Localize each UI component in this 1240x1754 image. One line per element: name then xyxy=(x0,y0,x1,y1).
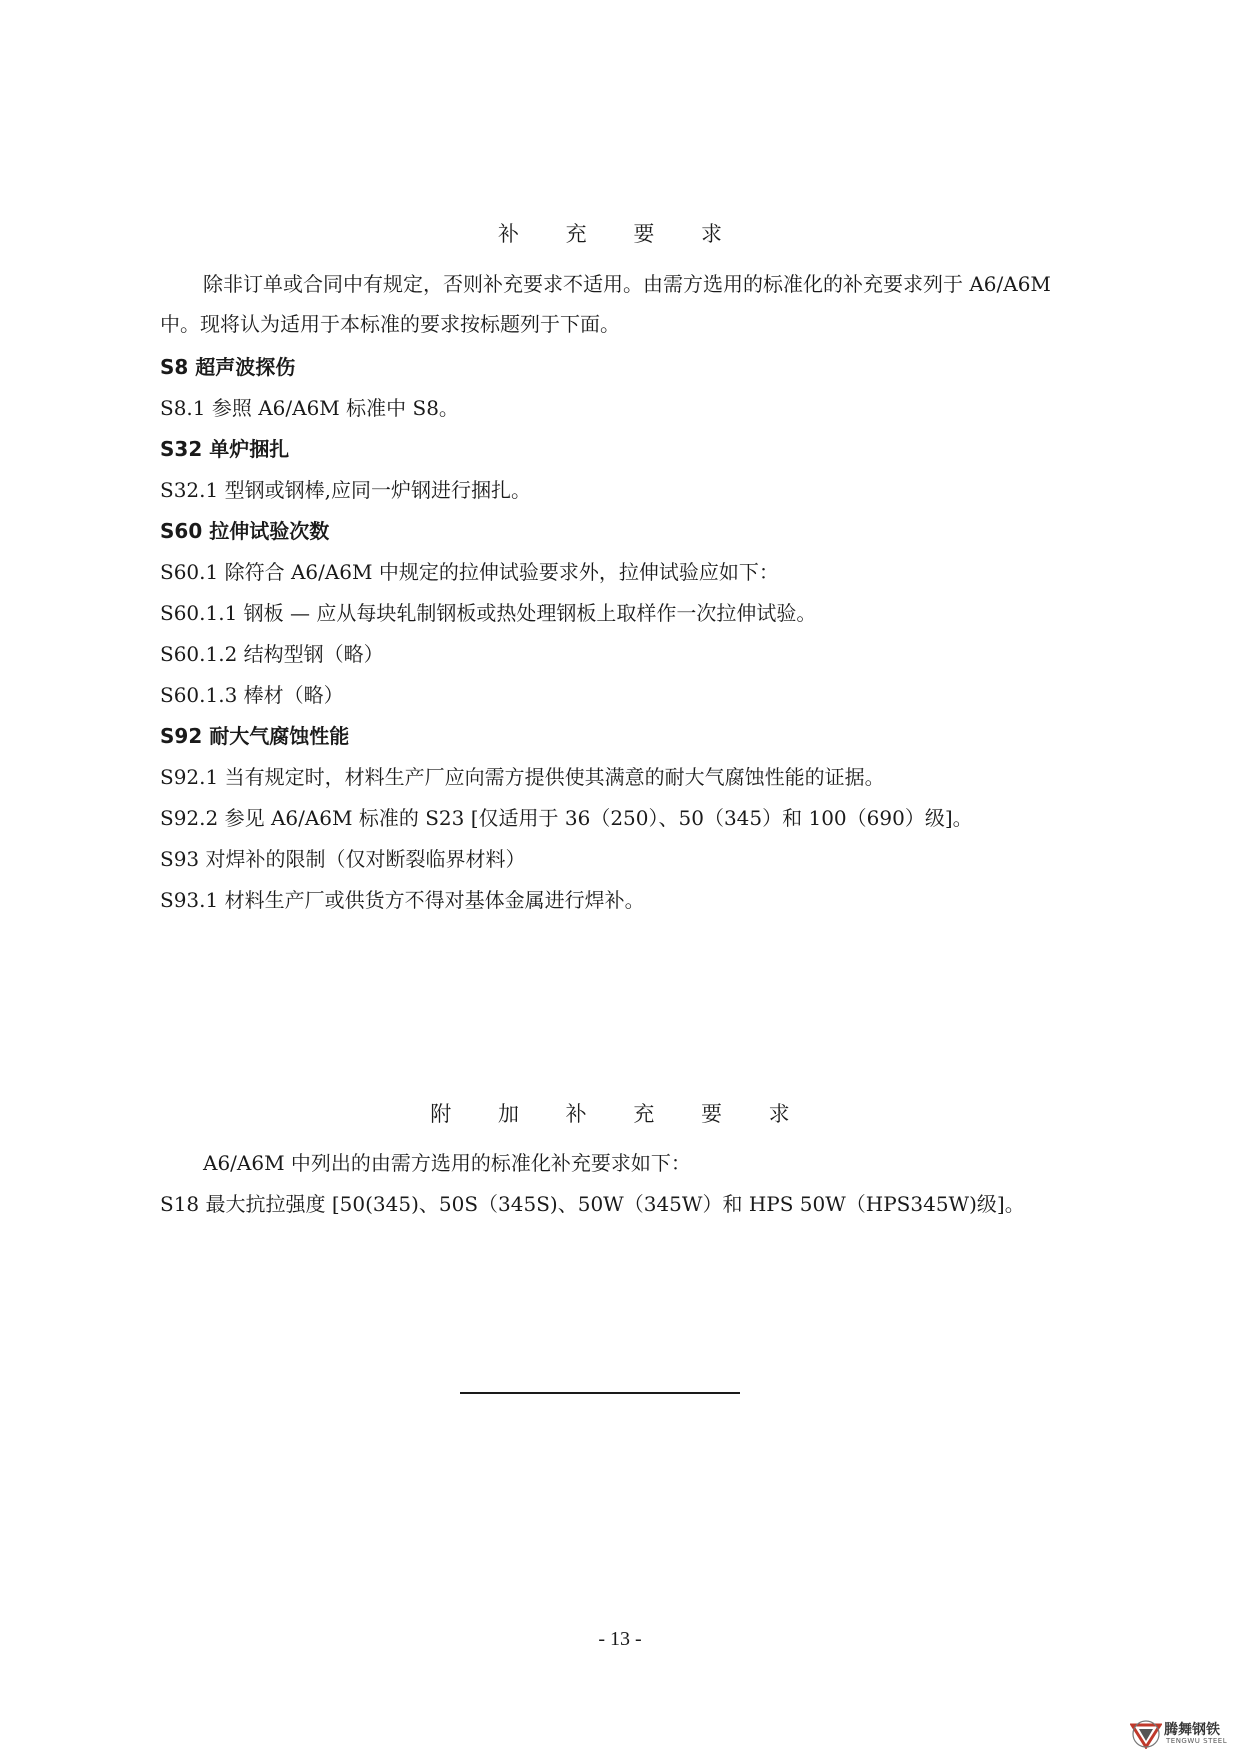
heading-s8: S8 超声波探伤 xyxy=(160,355,296,379)
line-s60-1-3: S60.1.3 棒材（略） xyxy=(160,683,344,707)
heading-s92: S92 耐大气腐蚀性能 xyxy=(160,724,350,748)
line-s32-1: S32.1 型钢或钢棒,应同一炉钢进行捆扎。 xyxy=(160,478,531,502)
line-s93-1: S93.1 材料生产厂或供货方不得对基体金属进行焊补。 xyxy=(160,888,645,912)
heading-s60: S60 拉伸试验次数 xyxy=(160,519,330,543)
line-s18: S18 最大抗拉强度 [50(345)、50S（345S)、50W（345W）和 HPS 50W（HPS345W)级]。 xyxy=(160,1192,1025,1216)
end-rule xyxy=(460,1392,740,1394)
line-s60-1: S60.1 除符合 A6/A6M 中规定的拉伸试验要求外，拉伸试验应如下： xyxy=(160,560,779,584)
line-s8-1: S8.1 参照 A6/A6M 标准中 S8。 xyxy=(160,396,459,420)
line-s93: S93 对焊补的限制（仅对断裂临界材料） xyxy=(160,847,526,871)
logo-text: 腾舞钢铁 xyxy=(1164,1722,1220,1738)
section-title-supplementary: 补 充 要 求 xyxy=(497,222,743,246)
line-s60-1-2: S60.1.2 结构型钢（略） xyxy=(160,642,384,666)
line-s92-2: S92.2 参见 A6/A6M 标准的 S23 [仅适用于 36（250）、50（345）和 100（690）级]。 xyxy=(160,806,973,830)
additional-intro: A6/A6M 中列出的由需方选用的标准化补充要求如下： xyxy=(203,1151,691,1175)
intro-line-2: 中。现将认为适用于本标准的要求按标题列于下面。 xyxy=(160,312,620,336)
line-s60-1-1: S60.1.1 钢板 — 应从每块轧制钢板或热处理钢板上取样作一次拉伸试验。 xyxy=(160,601,817,625)
intro-line-1: 除非订单或合同中有规定，否则补充要求不适用。由需方选用的标准化的补充要求列于 A6/A6M xyxy=(203,272,1051,296)
logo-subtext: TENGWU STEEL xyxy=(1166,1737,1228,1745)
line-s92-1: S92.1 当有规定时，材料生产厂应向需方提供使其满意的耐大气腐蚀性能的证据。 xyxy=(160,765,885,789)
tengwu-logo-icon xyxy=(1130,1719,1162,1749)
heading-s32: S32 单炉捆扎 xyxy=(160,437,290,461)
section-title-additional: 附 加 补 充 要 求 xyxy=(430,1102,810,1126)
company-logo xyxy=(1130,1719,1236,1749)
page-number: - 13 - xyxy=(598,1628,642,1650)
